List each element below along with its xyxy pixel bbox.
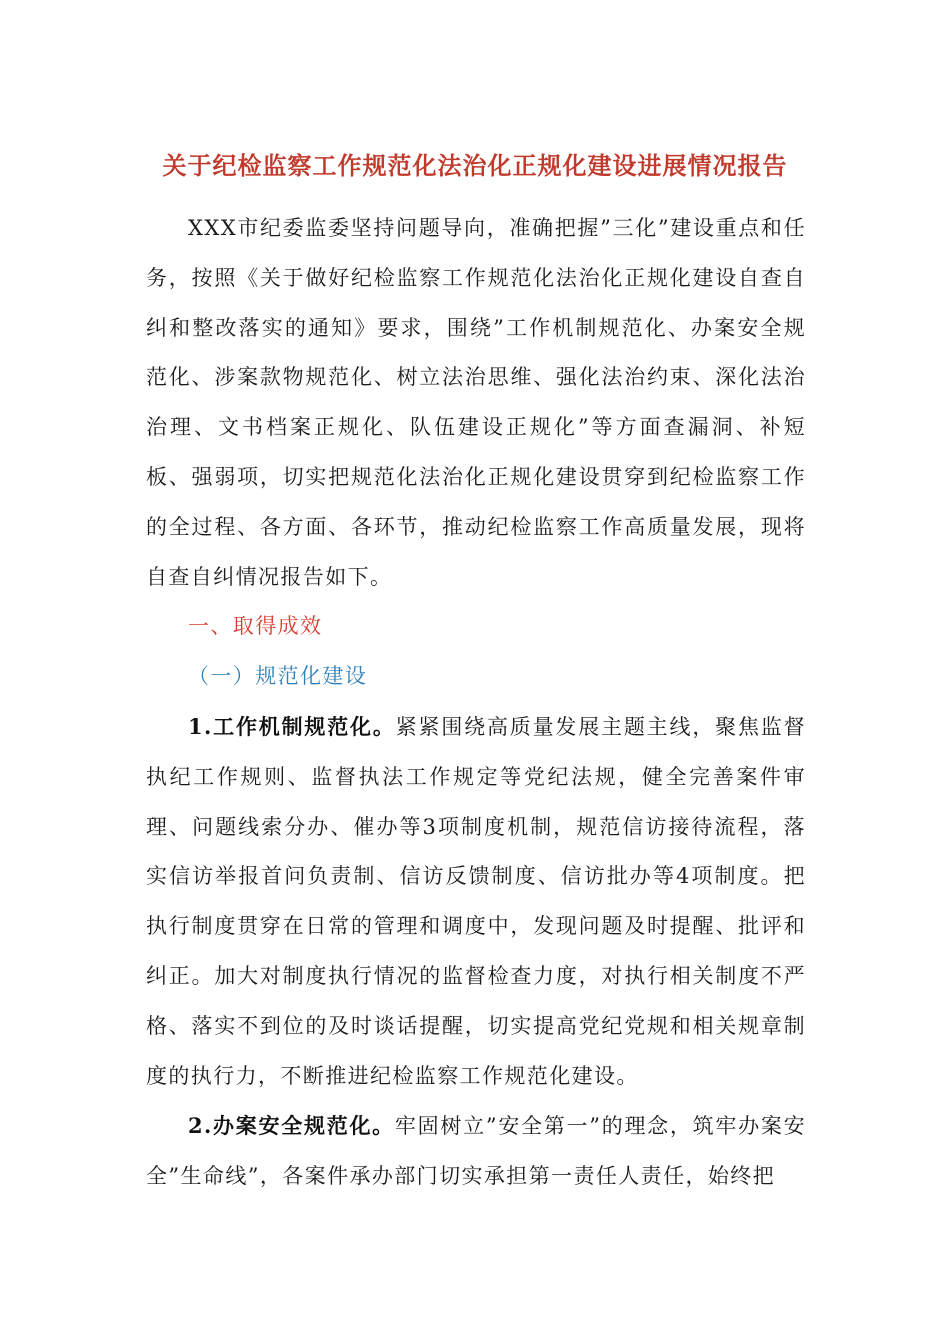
intro-paragraph: XXX市纪委监委坚持问题导向，准确把握”三化”建设重点和任务，按照《关于做好纪检监察工作规范化法治化正规化建设自查自纠和整改落实的通知》要求，围绕”工作机制规范化、办案安全规范化、涉案款物规范化、树立法治思维、强化法治约束、深化法治治理、文书档案正规化、队伍建设正规化”等方面查漏洞、补短板、强弱项，切实把规范化法治化正规化建设贯穿到纪检监察工作的全过程、各方面、各环节，推动纪检监察工作高质量发展，现将自查自纠情况报告如下。: [146, 216, 806, 589]
document-title: 关于纪检监察工作规范化法治化正规化建设进展情况报告: [162, 151, 788, 180]
item-lead-work-mechanism: 1.工作机制规范化。: [188, 713, 396, 739]
subsection-heading-standardization: （一）规范化建设: [188, 664, 368, 689]
item-lead-case-safety: 2.办案安全规范化。: [188, 1113, 395, 1139]
item-text-case-safety: 牢固树立”安全第一”的理念，筑牢办案安全”生命线”，各案件承办部门切实承担第一责任人责任，始终把: [146, 1114, 806, 1189]
item-text-work-mechanism: 紧紧围绕高质量发展主题主线，聚焦监督执纪工作规则、监督执法工作规定等党纪法规，健全完善案件审理、问题线索分办、催办等3项制度机制，规范信访接待流程，落实信访举报首问负责制、信访反馈制度、信访批办等4项制度。把执行制度贯穿在日常的管理和调度中，发现问题及时提醒、批评和纠正。加大对制度执行情况的监督检查力度，对执行相关制度不严格、落实不到位的及时谈话提醒，切实提高党纪党规和相关规章制度的执行力，不断推进纪检监察工作规范化建设。: [146, 714, 806, 1088]
item-paragraph-work-mechanism: [146, 702, 806, 1101]
document-body: [146, 204, 806, 1202]
section-heading-achievements: 一、取得成效: [188, 614, 323, 639]
item-paragraph-case-safety: [146, 1101, 806, 1202]
